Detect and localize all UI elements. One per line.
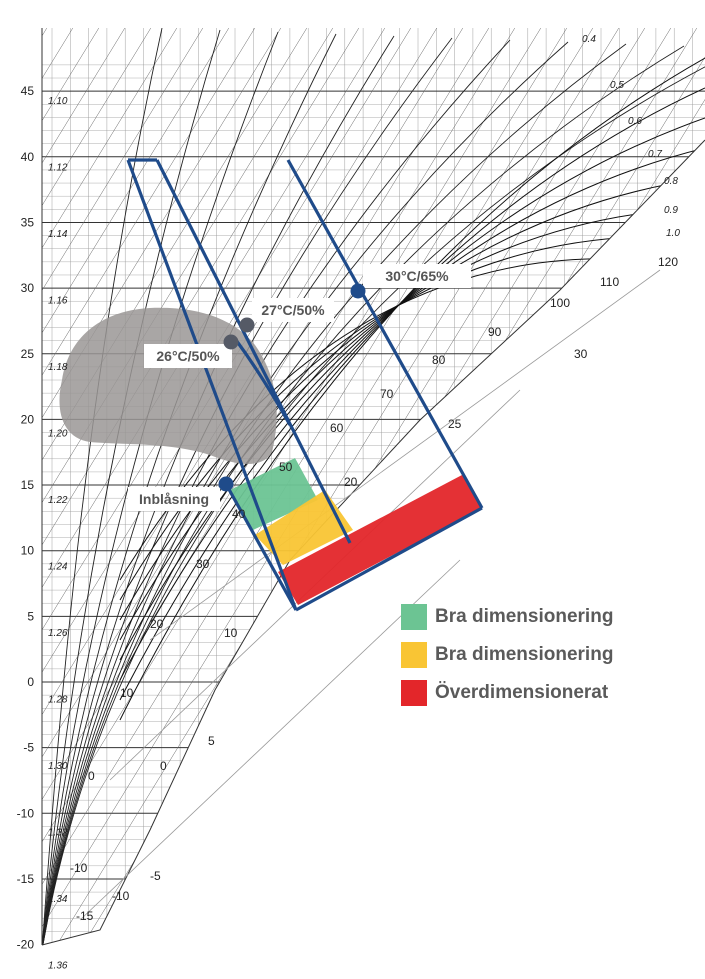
density-label: 1.12: [48, 162, 68, 174]
state-point-marker: [240, 318, 255, 333]
density-label: 1.22: [48, 495, 68, 506]
density-label: 1.30: [48, 761, 68, 772]
enthalpy-label: 0: [88, 769, 95, 783]
density-label: 1.32: [48, 827, 68, 839]
point-callout-label: 26°C/50%: [156, 348, 220, 364]
grid-enthalpy-line: [452, 0, 705, 979]
grid-enthalpy-line: [686, 0, 705, 979]
enthalpy-label: 90: [488, 325, 502, 339]
enthalpy-label: -10: [112, 889, 130, 903]
humidity-label: -10: [70, 861, 88, 875]
ratio-label: 0.8: [664, 176, 678, 187]
state-point-marker: [219, 477, 234, 492]
density-label: 1.20: [48, 428, 68, 440]
legend-label-red: Överdimensionerat: [435, 682, 609, 703]
grid-enthalpy-line: [530, 0, 705, 979]
ratio-label: 0.6: [628, 116, 642, 127]
density-label: 1.26: [48, 628, 68, 639]
process-line: [288, 160, 482, 508]
density-label: 1.34: [48, 894, 68, 905]
y-tick-label: 45: [20, 84, 34, 99]
enthalpy-label: 30: [196, 557, 210, 571]
y-tick-label: 5: [27, 609, 34, 624]
grid-enthalpy-line: [322, 0, 705, 979]
point-callout-label: 30°C/65%: [385, 268, 449, 284]
grid-enthalpy-line: [582, 0, 705, 979]
grid-enthalpy-line: [0, 0, 12, 979]
grid-enthalpy-line: [556, 0, 705, 979]
y-tick-label: 0: [27, 675, 34, 689]
enthalpy-label: 60: [330, 421, 344, 435]
humidity-label: 10: [224, 626, 238, 640]
y-tick-label: -20: [16, 937, 34, 952]
humidity-label: 25: [448, 417, 462, 431]
density-label: 1.36: [48, 960, 68, 972]
ratio-label: 0.4: [582, 34, 596, 45]
ratio-label: 0.5: [610, 80, 624, 91]
enthalpy-label: 5: [208, 734, 215, 748]
y-tick-label: -15: [16, 871, 34, 886]
point-callout-label: Inblåsning: [139, 491, 209, 507]
density-label: 1.16: [48, 295, 68, 307]
humidity-label: 30: [574, 347, 588, 361]
y-tick-label: 25: [20, 346, 34, 361]
legend-item-yellow: [401, 636, 613, 674]
enthalpy-label: 120: [658, 255, 679, 269]
legend: [401, 598, 613, 712]
ratio-label: 0.7: [648, 149, 662, 160]
legend-item-green: [401, 598, 613, 636]
grid-enthalpy-line: [36, 0, 636, 979]
y-tick-label: 20: [20, 412, 34, 427]
density-label: 1.14: [48, 229, 68, 240]
legend-swatch-green: [401, 604, 427, 630]
grid-enthalpy-line: [270, 0, 705, 979]
y-tick-label: 15: [20, 478, 34, 493]
y-tick-label: -10: [16, 806, 34, 821]
grid-enthalpy-line: [504, 0, 705, 979]
grid-enthalpy-line: [0, 0, 90, 979]
enthalpy-label: 50: [279, 460, 293, 474]
legend-label-green: Bra dimensionering: [435, 606, 614, 627]
density-label: 1.18: [48, 362, 68, 373]
enthalpy-label: 80: [432, 353, 446, 367]
enthalpy-label: -5: [150, 869, 161, 883]
density-label: 1.24: [48, 561, 68, 573]
state-point-marker: [351, 284, 366, 299]
ratio-label: 1.0: [666, 228, 680, 239]
ratio-label: 0.9: [664, 205, 678, 216]
enthalpy-label: 100: [550, 296, 571, 310]
enthalpy-label: -15: [76, 909, 94, 923]
density-label: 1.10: [48, 96, 68, 107]
legend-label-yellow: Bra dimensionering: [435, 644, 614, 665]
enthalpy-label: 70: [380, 387, 394, 401]
grid-enthalpy-line: [244, 0, 705, 979]
legend-swatch-red: [401, 680, 427, 706]
point-callout-label: 27°C/50%: [261, 302, 325, 318]
enthalpy-label: 110: [600, 275, 620, 289]
y-tick-label: 10: [20, 543, 34, 558]
y-tick-label: 30: [20, 281, 34, 296]
y-tick-label: 35: [20, 215, 34, 230]
y-tick-label: -5: [23, 740, 34, 755]
enthalpy-label: 20: [150, 617, 164, 631]
humidity-label: 20: [344, 475, 358, 489]
legend-swatch-yellow: [401, 642, 427, 668]
y-tick-label: 40: [20, 149, 34, 164]
state-point-marker: [224, 335, 239, 350]
legend-item-red: [401, 674, 613, 712]
grid-enthalpy-line: [348, 0, 705, 979]
enthalpy-label: 40: [232, 507, 246, 521]
grid-enthalpy-line: [478, 0, 705, 979]
saturation-boundary: [42, 28, 705, 945]
humidity-label: 0: [160, 759, 167, 773]
density-label: 1.28: [48, 694, 68, 706]
enthalpy-label: 10: [120, 686, 134, 700]
grid-enthalpy-line: [634, 0, 705, 979]
grid-enthalpy-line: [374, 0, 705, 979]
grid-enthalpy-line: [608, 0, 705, 979]
